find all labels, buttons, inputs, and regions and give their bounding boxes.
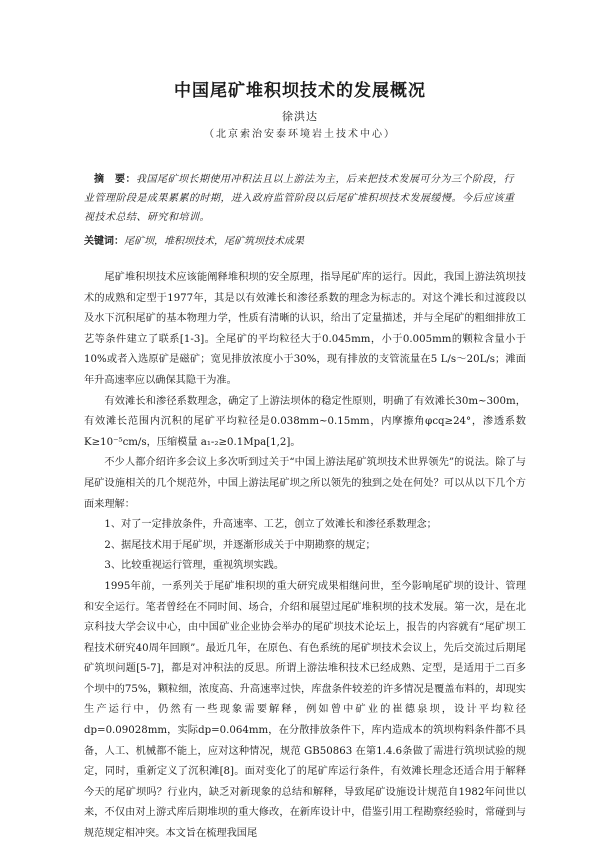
keywords [84,232,524,251]
paragraph: 尾矿堆积坝技术应该能阐释堆积坝的安全原理，指导尾矿库的运行。因此，我国上游法筑坝技术的成熟和定型于1977年，其是以有效滩长和渗径系数的理念为标志的。对这个滩长和过渡段以及水下沉积尾矿的基本物理力学，性质有清晰的认识，给出了定量描述，并与全尾矿的粗细排放工艺等条件建立了联系[1-3]。全尾矿的平均粒径大于0.045mm，小于0.005mm的颗粒含量小于10%或者入选原矿是磁矿；宽见排放浓度小于30%，现有排放的支管流量在5 L/s～20L/s；滩面年升高速率应以确保其隐干为准。 [84,272,526,386]
paper-title: 中国尾矿堆积坝技术的发展概况 [174,81,426,101]
body-text [84,268,526,845]
keywords-label: 关键词： [84,236,124,247]
paragraph: 有效滩长和渗径系数理念，确定了上游法坝体的稳定性原则，明确了有效滩长30m~300m，有效滩长范围内沉积的尾矿平均粒径是0.038mm~0.15mm，内摩擦角φcq≥24°，渗透系数K≥10⁻⁵cm/s，压缩模量 a₁-₂≥0.1Mpa[1,2]。 [84,395,526,448]
keywords-text: 尾矿坝，堆积坝技术，尾矿筑坝技术成果 [124,236,304,247]
list-item: 1、对了一定排放条件，升高速率、工艺，创立了效滩长和渗径系数理念； [104,519,437,531]
paragraph: 不少人都介绍许多会议上多次听到过关于“中国上游法尾矿筑坝技术世界领先”的说法。除了与尾矿设施相关的几个规范外，中国上游法尾矿坝之所以领先的独到之处在何处？可以从以下几个方面来理解： [84,457,526,510]
paragraph: 1995年前，一系列关于尾矿堆积坝的重大研究成果相继问世，至今影响尾矿坝的设计、管理和安全运行。笔者曾经在不同时间、场合，介绍和展望过尾矿堆积坝的技术发展。第一次，是在北京科技大学会议中心，由中国矿业企业协会举办的尾矿坝技术论坛上，报告的内容就有“尾矿坝工程技术研究40周年回顾”。最近几年，在原色、有色系统的尾矿坝技术会议上，先后交流过后期尾矿筑坝问题[5-7]，都是对冲积法的反思。所谓上游法堆积技术已经成熟、定型，是适用于二百多个坝中的75%，颗粒细，浓度高、升高速率过快，库盘条件较差的许多情况是覆盖布料的，却现实生产运行中，仍然有一些现象需要解释，例如曾中矿业的崔德泉坝，设计平均粒径 dp=0.09028mm，实际dp=0.064mm，在分散排放条件下，库内造成本的筑坝构料条件都不具备，人工、机械都不能上，应对这种情况，规范 GB50863 在第1.4.6条做了需进行筑坝试验的规定，同时，重新定义了沉积滩[8]。面对变化了的尾矿库运行条件，有效滩长理念还适合用于解释今天的尾矿坝吗？行业内，缺乏对新现象的总结和解释，导致尾矿设施设计规范自1982年问世以来，不仅由对上游式库后期堆坝的重大修改，在新库设计中，借鉴引用工程勘察经验时，常碰到与规范规定相冲突。本文旨在梳理我国尾 [84,580,526,840]
author-affiliation: （北京索治安泰环境岩土技术中心） [204,129,396,140]
list-item: 2、据尾技术用于尾矿坝，并逐渐形成关于中期勘察的规定； [104,539,376,551]
author-name: 徐洪达 [282,110,318,123]
abstract-label: 摘 要： [94,174,136,185]
abstract-text: 我国尾矿坝长期使用冲积法且以上游法为主，后来把技术发展可分为三个阶段，行业管理阶段是成果累累的时期，进入政府监管阶段以后尾矿堆积坝技术发展缓慢。今后应该重视技术总结、研究和培训。 [84,174,515,223]
abstract [84,170,524,227]
list-item: 3、比较重视运行管理，重视筑坝实践。 [104,560,285,572]
